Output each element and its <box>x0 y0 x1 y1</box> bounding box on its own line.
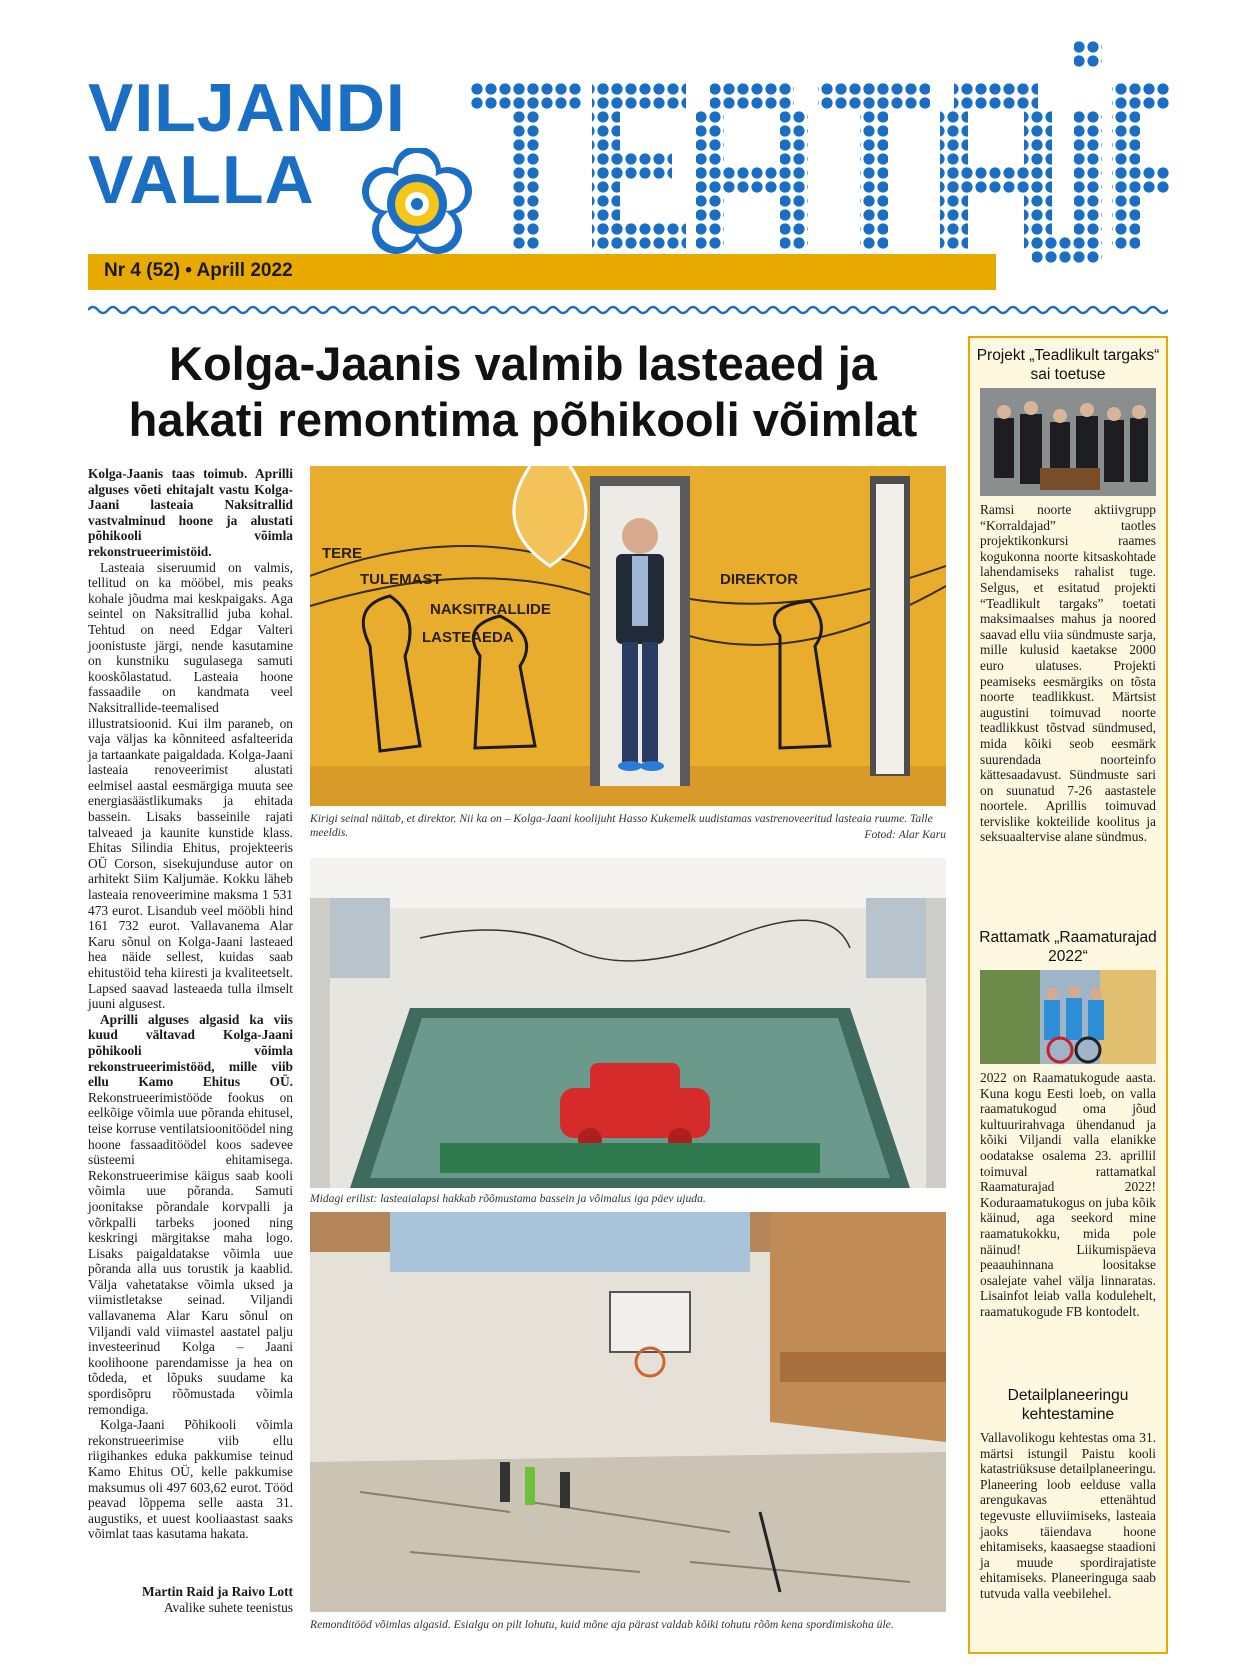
photo-gym <box>310 1212 946 1612</box>
sidebar-text-2: 2022 on Raamatukogude aasta. Kuna kogu Eesti loeb, on valla raamatukogud oma jõud kultuurirahvaga ühendanud ja kõiki Viljandi valla elanikke oodatakse osalema 23. aprillil toimuval rattamatkal Raamaturajad 2022! Koduraamatukogus on juba kõik käinud, aga seekord mine raamatukokku, mida pole näinud! Liikumispäeva peaauhinnana loositakse osalejate vahel välja linnaratas. Lisainfot leiab valla kodulehelt, raamatukogude FB kontodelt. <box>980 1070 1156 1319</box>
wave-divider <box>88 304 1168 316</box>
wall-text-naksitrallide: NAKSITRALLIDE <box>430 601 551 618</box>
sidebar-title-2: Rattamatk „Raamaturajad 2022“ <box>979 929 1157 965</box>
wall-text-lasteaeda: LASTEAEDA <box>422 629 514 646</box>
masthead-line1: VILJANDI <box>88 70 406 146</box>
photo-caption-1 <box>310 812 946 842</box>
sidebar-photo-youth-group <box>980 388 1156 496</box>
sidebar-text-1: Ramsi noorte aktiivgrupp “Korraldajad” taotles projektikonkursi raames kogukonna noorte kitsaskohtade lahendamiseks rahalist tuge. Selgus, et esitatud projekti “Teadlikult targaks” toetati maksimaalses mahus ja noored saavad ellu viia sündmuste sarja, mille kulusid kaetakse 2000 euro ulatuses. Projekti peamiseks eesmärgiks on tõsta noorte teadlikkust. Märtsist augustini toimuvad noorte teadlikkust tõstvad sündmused, mida kõiki seob eesmärk suurendada noorteinfo kättesaadavust. Sündmuste sari on suunatud 7-26 aastastele noortele. Aprillis toimuvad tervislike kokteilide koolitus ja seksuaaltervise alane sündmus. <box>980 502 1156 845</box>
news-sidebar <box>968 336 1168 1654</box>
photo-kindergarten-wall <box>310 466 946 806</box>
article-paragraph-2-lead: Aprilli alguses algasid ka viis kuud vältavad Kolga-Jaani põhikooli võimla rekonstrueerimistööd, mille viib ellu Kamo Ehitus OÜ. <box>88 1011 293 1090</box>
article-paragraph-3: Kolga-Jaani Põhikooli võimla rekonstrueerimise viib ellu riigihankes eduka pakkumise teinud Kamo Ehitus OÜ, kelle pakkumise maksumus oli 497 603,62 eurot. Tööd peavad lõppema selle aasta 31. augustiks, et uuest kooliaastast saaks võimlat taas kasutama hakata. <box>88 1417 293 1542</box>
author-role: Avalike suhete teenistus <box>163 1600 293 1615</box>
headline-line2: hakati remontima põhikooli võimlat <box>128 393 918 446</box>
photo-credit: Fotod: Alar Karu <box>864 828 946 841</box>
article-lead: Kolga-Jaanis taas toimub. Aprilli alguses võeti ehitajalt vastu Kolga-Jaani lasteaia Naksitrallid vastvalminud hoone ja alustati põhikooli võimla rekonstrueerimistöid. <box>88 466 293 559</box>
photo-caption-3: Remonditööd võimlas algasid. Esialgu on pilt lohutu, kuid mõne aja pärast valdab kõiki tohutu rõõm kena spordimiskoha üle. <box>310 1618 894 1631</box>
article-body <box>88 466 293 1615</box>
masthead-line2: VALLA <box>88 142 315 218</box>
sidebar-text-3: Vallavolikogu kehtestas oma 31. märtsi istungil Paistu kooli katastriüksuse detailplaneeringu. Planeering loob eelduse valla arengukavas ettenähtud tegevuste elluviimiseks, lasteaia jaoks täiendava hoone ehitamiseks, kaasaegse staadioni ja muude spordirajatiste ehitamiseks. Planeeringuga saab tutvuda valla veebilehel. <box>980 1430 1156 1601</box>
photo-caption-2: Midagi erilist: lasteaialapsi hakkab rõõmustama bassein ja võimalus iga päev ujuda. <box>310 1192 706 1205</box>
article-paragraph-2-text: Rekonstrueerimistööde fookus on eelkõige võimla uue põranda ehitusel, teise korruse ventilatsioonitöödel ning hoone fassaaditöödel koos sadevee süsteemi ehitamisega. Rekonstrueerimise käigus saab kooli võimla uue põranda. Samuti joonitakse põrandale korvpalli ja võrkpalli tarbeks jooned ning keskringi märgitakse maha logo. Lisaks paigaldatakse võimla uue põranda alla uus torustik ja kaablid. Välja vahetatakse võimla uksed ja viimistletakse seinad. Viljandi vallavanema Alar Karu sõnul on Viljandi vald viimastel aastatel palju investeerinud Kolga – Jaani koolihoone parendamisse ja hea on tõdeda, et lõpuks suudame ka spordisõpru rõõmustada võimla remondiga. <box>88 1089 293 1417</box>
masthead-title <box>88 72 406 216</box>
sidebar-photo-cyclists <box>980 970 1156 1064</box>
article-headline <box>88 336 958 448</box>
headline-line1: Kolga-Jaanis valmib lasteaed ja <box>169 337 877 390</box>
article-paragraph-2 <box>88 1012 293 1417</box>
author-names: Martin Raid ja Raivo Lott <box>141 1584 293 1599</box>
article-byline <box>88 1584 293 1616</box>
issue-bar <box>88 254 996 290</box>
article-paragraph-1: Lasteaia siseruumid on valmis, tellitud on ka mööbel, mis peaks kohale jõudma mai keskpaigaks. Aga seintel on Naksitrallid juba kohal. Tehtud on need Edgar Valteri joonistuste järgi, nende kasutamine on kunstniku sugulasega samuti kooskõlastatud. Lasteaia hoone fassaadile on kandmata veel Naksitrallide-teemalised illustratsioonid. Kui ilm paraneb, on vaja väljas ka kõnniteed asfalteerida ja tartaankate paigaldada. Kolga-Jaani lasteaia renoveerimist alustati eelmisel aastal eesmärgiga muuta see energiasäästlikumaks ja ehitada bassein. Lisaks basseinile rajati talveaed ja kaunite kunstide klass. Ehitas Silindia Ehitus, projekteeris OÜ Corson, sisekujunduse autor on arhitekt Siim Kaljumäe. Kokku läheb lasteaia renoveerimine maksma 1 531 473 eurot. Lisandub veel mööbli hind 161 732 eurot. Vallavanema Alar Karu sõnul on Kolga-Jaani lasteaed hea näide sellest, kuidas saab ehitustöid teha kiiresti ja kvaliteetselt. Lapsed saavad lasteaeda tulla ilmselt juuni algusest. <box>88 559 293 1012</box>
wall-text-tere: TERE <box>322 545 363 562</box>
wall-text-direktor: DIREKTOR <box>720 571 799 588</box>
issue-number: Nr 4 (52) • Aprill 2022 <box>104 260 293 281</box>
wall-text-tulemast: TULEMAST <box>360 571 442 588</box>
sidebar-title-1: Projekt „Teadlikult targaks“ sai toetuse <box>976 347 1160 383</box>
flower-emblem-icon <box>362 148 472 258</box>
sidebar-title-3: Detailplaneeringu kehtestamine <box>1007 1387 1129 1423</box>
photo-pool <box>310 858 946 1188</box>
caption-1-text: Kirigi seinal näitab, et direktor. Nii ka on – Kolga-Jaani koolijuht Hasso Kukemelk uudistamas vastrenoveeritud lasteaia ruume. Talle meeldis. <box>310 812 933 839</box>
